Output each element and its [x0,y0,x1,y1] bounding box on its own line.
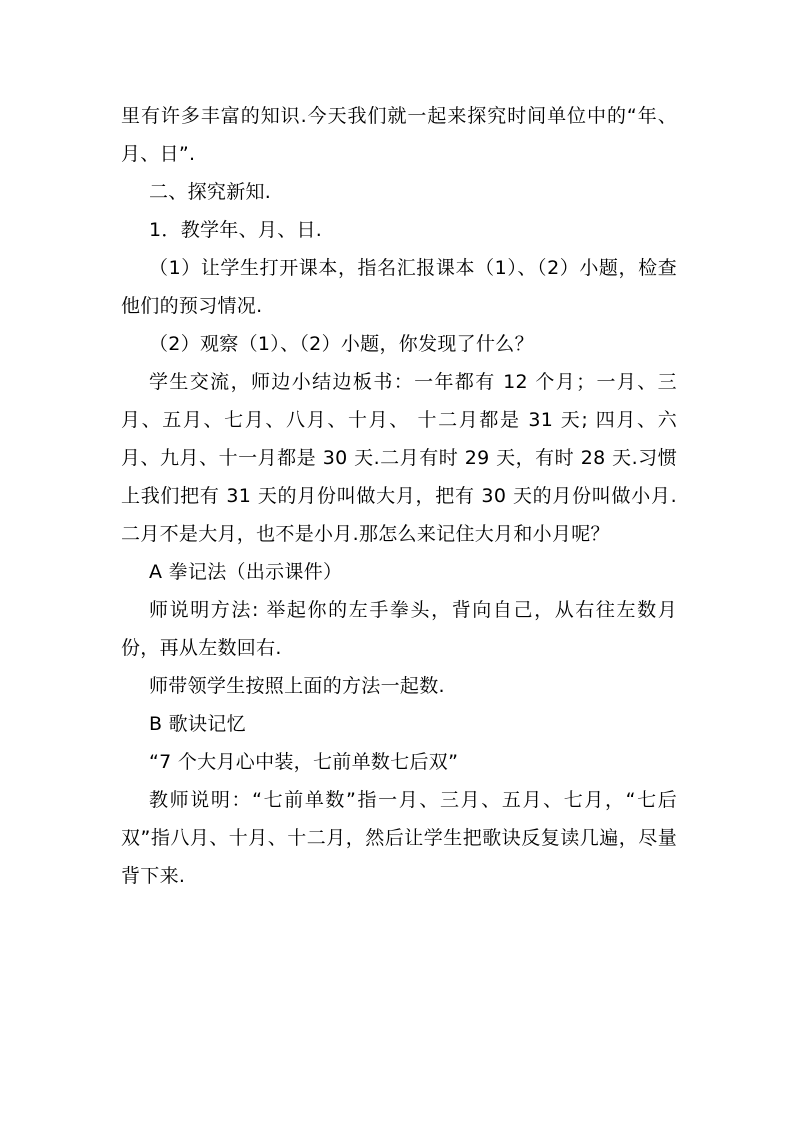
section-heading-explore: 二、探究新知. [149,181,272,203]
paragraph-teacher-explanation: 教师说明：“七前单数”指一月、三月、五月、七月，“七后双”指八月、十月、十二月，然后让学生把歌诀反复读几遍，尽量背下来. [121,789,677,887]
paragraph-rhyme: “7 个大月心中装，七前单数七后双” [149,751,459,773]
body-text [121,97,677,895]
paragraph-method-a: A 拳记法（出示课件） [149,561,343,583]
paragraph-method-b: B 歌诀记忆 [149,713,246,735]
subheading-teach-year-month-day: 1．教学年、月、日. [149,219,323,241]
paragraph-intro-continuation: 里有许多丰富的知识.今天我们就一起来探究时间单位中的“年、月、日”. [121,105,677,165]
paragraph-student-discussion: 学生交流，师边小结边板书：一年都有 12 个月；一月、三月、五月、七月、八月、十月、 十二月都是 31 天; 四月、六月、九月、十一月都是 30 天.二月有时 29 天，有时 28 天.习惯上我们把有 31 天的月份叫做大月，把有 30 天的月份叫做小月.二月不是大月，也不是小月.那怎么来记住大月和小月呢？ [121,371,677,545]
paragraph-step-1: （1）让学生打开课本，指名汇报课本（1）、（2）小题，检查他们的预习情况. [121,257,677,317]
paragraph-step-2: （2）观察（1）、（2）小题，你发现了什么？ [149,333,534,355]
paragraph-count-together: 师带领学生按照上面的方法一起数. [149,675,445,697]
paragraph-method-a-explanation: 师说明方法: 举起你的左手拳头，背向自己，从右往左数月份，再从左数回右. [121,599,677,659]
